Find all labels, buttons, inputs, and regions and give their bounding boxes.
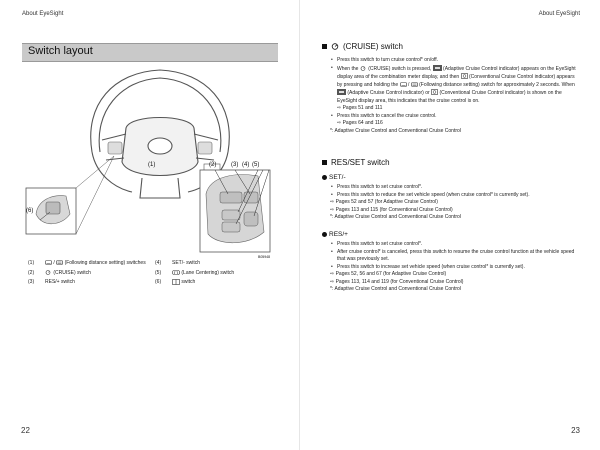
conventional-cruise-indicator-icon	[461, 73, 468, 79]
adaptive-cruise-indicator-icon	[433, 65, 442, 71]
res-ref-1[interactable]: ⇨ Pages 52, 56 and 67 (for Adaptive Cruise Control)	[330, 271, 447, 277]
cruise-switch-body	[330, 57, 580, 135]
switch-legend-col2	[155, 259, 285, 288]
legend-item-1: (1) / (Following distance setting) switches	[28, 260, 146, 266]
res-bullet-3: • Press this switch to increase set vehicle speed (when cruise control* is currently set).	[330, 264, 580, 272]
cruise-bullet-2: • When the (CRUISE) switch is pressed, (Adaptive Cruise Control indicator) appears on the EyeSight display area of the combination meter display, and then (Conventional Cruise Control indicator) appears by pressing and holding the / (Following distance setting) switch for approximately 2 seconds. When (Adaptive Cruise Control indicator) or (Conventional Cruise Control indicator) is shown on the EyeSight display area, this indicates that the cruise control is on.	[330, 65, 580, 106]
res-set-heading: RES/SET switch	[322, 158, 390, 167]
res-switch-3	[222, 210, 240, 220]
callout-4: (4)	[242, 162, 250, 168]
legend-item-2: (2) (CRUISE) switch	[28, 269, 91, 276]
legend-item-4: (4) SET/- switch	[155, 260, 201, 266]
cruise-icon	[331, 43, 340, 50]
distance-near-icon	[45, 260, 52, 265]
heading-square-icon	[322, 44, 327, 49]
set-subheading: SET/-	[322, 174, 346, 181]
set-switch-4	[222, 222, 240, 232]
cruise-icon	[360, 66, 367, 71]
conventional-cruise-indicator-icon	[431, 89, 438, 95]
heading-dot-icon	[322, 175, 327, 180]
set-bullet-1: • Press this switch to set cruise control*.	[330, 184, 580, 192]
running-head-left: About EyeSight	[22, 11, 64, 17]
cruise-switch-heading: (CRUISE) switch	[322, 42, 403, 51]
figure-code: B05948	[258, 255, 271, 259]
legend-item-5: (5) (Lane Centering) switch	[155, 269, 235, 276]
res-bullet-1: • Press this switch to set cruise control*.	[330, 241, 580, 249]
adaptive-cruise-indicator-icon	[337, 89, 346, 95]
distance-far-icon	[411, 82, 418, 87]
res-switch-body	[330, 241, 580, 294]
page-number-right: 23	[571, 426, 580, 435]
res-footnote: *: Adaptive Cruise Control and Conventional Cruise Control	[330, 286, 461, 292]
callout-6: (6)	[26, 208, 34, 214]
set-switch-body	[330, 184, 580, 222]
cruise-bullet-3: • Press this switch to cancel the cruise control.	[330, 113, 580, 121]
section-title: Switch layout	[28, 45, 93, 57]
res-subheading: RES/+	[322, 231, 348, 238]
steering-switch-figure	[22, 64, 278, 264]
callout-5: (5)	[252, 162, 260, 168]
heading-square-icon	[322, 160, 327, 165]
section-title-bar	[22, 43, 278, 62]
switch-legend-col1	[28, 259, 163, 288]
eyesight-button-icon	[172, 279, 180, 285]
res-bullet-2: • After cruise control* is canceled, press this switch to resume the cruise control function at the vehicle speed that was previously set.	[330, 249, 580, 264]
steering-wheel-illustration	[22, 64, 278, 264]
lane-centering-icon	[172, 270, 180, 275]
cruise-icon	[45, 270, 52, 275]
cruise-footnote: *: Adaptive Cruise Control and Conventional Cruise Control	[330, 127, 461, 134]
set-footnote: *: Adaptive Cruise Control and Conventional Cruise Control	[330, 214, 461, 220]
callout-1: (1)	[148, 162, 156, 168]
set-ref-1[interactable]: ⇨ Pages 52 and 57 (for Adaptive Cruise Control)	[330, 199, 438, 205]
callout-2: (2)	[209, 162, 217, 168]
eyesight-switch-6	[46, 202, 60, 214]
following-distance-switch-1	[220, 192, 242, 203]
legend-item-3: (3) RES/+ switch	[28, 279, 75, 286]
running-head-right: About EyeSight	[538, 11, 580, 17]
lane-centering-switch-5	[244, 212, 258, 226]
page-number-left: 22	[21, 426, 30, 435]
heading-dot-icon	[322, 232, 327, 237]
legend-item-6: (6) switch	[155, 279, 196, 286]
set-ref-2[interactable]: ⇨ Pages 113 and 115 (for Conventional Cruise Control)	[330, 206, 453, 213]
callout-3: (3)	[231, 162, 239, 168]
set-bullet-2: • Press this switch to reduce the set vehicle speed (when cruise control* is currently set).	[330, 192, 580, 200]
res-ref-2[interactable]: ⇨ Pages 113, 114 and 119 (for Conventional Cruise Control)	[330, 278, 464, 285]
cruise-ref-2[interactable]: ⇨ Pages 64 and 116	[337, 120, 383, 126]
cruise-bullet-1: • Press this switch to turn cruise control* on/off.	[330, 57, 580, 65]
cruise-ref-1[interactable]: ⇨ Pages 51 and 111	[337, 105, 383, 111]
distance-near-icon	[400, 82, 407, 87]
distance-far-icon	[56, 260, 63, 265]
